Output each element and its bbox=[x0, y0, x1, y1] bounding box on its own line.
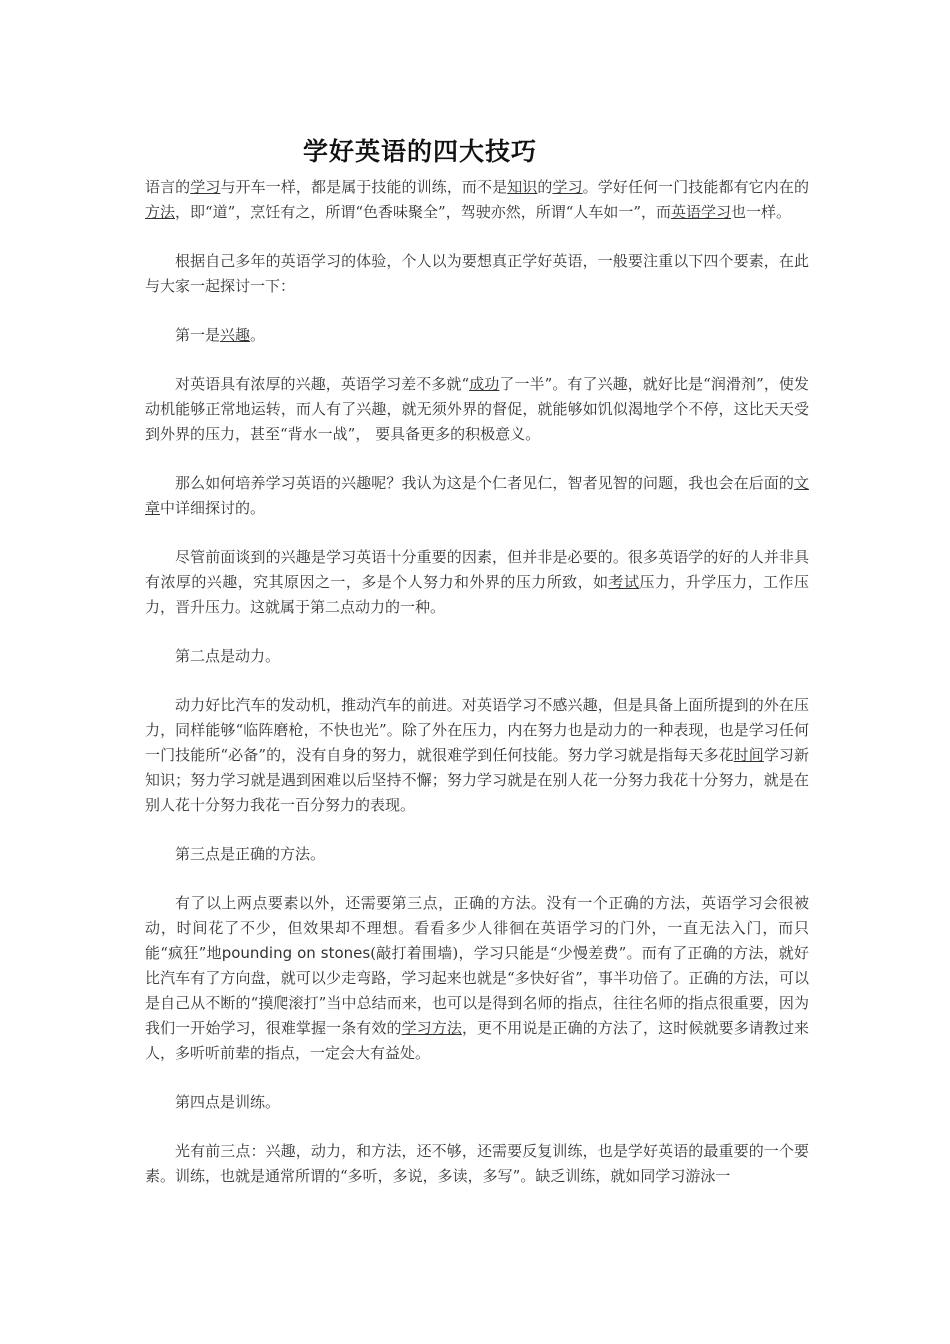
text-run: 有了以上两点要素以外，还需要第三点，正确的方法。没有一个正确的方法，英语学习会很被动，时间花了不少，但效果却不理想。看看多少人徘徊在英语学习的门外，一直无法入门，而只能“疯狂”地 bbox=[145, 894, 809, 962]
paragraph-pressure bbox=[145, 545, 809, 620]
text-run: ，更不用说是正确的方法了，这时候就要多请教过来人，多听听前辈的指点，一定会大有益处。 bbox=[145, 1019, 809, 1062]
text-run: (敲打着围墙)，学习只能是“少慢差费”。而有了正确的方法，就好比汽车有了方向盘，就可以少走弯路，学习起来也就是“多快好省”，事半功倍了。正确的方法，可以是自己从不断的“摸爬滚打”当中总结而来，也可以是得到名师的指点，往往名师的指点很重要，因为我们一开始学习，很难掌握一条有效的 bbox=[145, 944, 809, 1037]
text-run: 尽管前面谈到的兴趣是学习英语十分重要的因素，但并非是必要的。很多英语学的好的人并非具有浓厚的兴趣，究其原因之一，多是个人努力和外界的压力所致，如 bbox=[145, 548, 809, 591]
link-xuexi[interactable]: 学习 bbox=[190, 178, 221, 196]
paragraph-cultivate-interest bbox=[145, 471, 809, 521]
link-wenzhang[interactable]: 文章 bbox=[145, 474, 809, 517]
heading-point-three: 第三点是正确的方法。 bbox=[175, 845, 326, 863]
link-xuexi-2[interactable]: 学习 bbox=[552, 178, 583, 196]
text-run: 学习新知识；努力学习就是遇到困难以后坚持不懈；努力学习就是在别人花一分努力我花十分努力，就是在别人花十分努力我花一百分努力的表现。 bbox=[145, 746, 809, 814]
text-run: 中详细探讨的。 bbox=[160, 499, 266, 517]
link-xuexi-fangfa[interactable]: 学习方法 bbox=[401, 1019, 462, 1037]
text-run: 的 bbox=[537, 178, 553, 196]
paragraph-training: 光有前三点：兴趣，动力，和方法，还不够，还需要反复训练，也是学好英语的最重要的一个要素。训练，也就是通常所谓的“多听，多说，多读，多写”。缺乏训练，就如同学习游泳一 bbox=[145, 1142, 809, 1185]
paragraph-interest bbox=[145, 372, 809, 447]
english-phrase: pounding on stones bbox=[221, 944, 371, 962]
paragraph-experience: 根据自己多年的英语学习的体验，个人以为要想真正学好英语，一般要注重以下四个要素，在此与大家一起探讨一下： bbox=[145, 252, 809, 295]
link-yingyu-xuexi[interactable]: 英语学习 bbox=[671, 203, 732, 221]
paragraph-method bbox=[145, 891, 809, 1066]
link-zhishi[interactable]: 知识 bbox=[507, 178, 538, 196]
paragraph-motivation bbox=[145, 693, 809, 818]
text-run: 与开车一样，都是属于技能的训练，而不是 bbox=[220, 178, 508, 196]
document-title: 学好英语的四大技巧 bbox=[302, 137, 537, 166]
paragraph-intro bbox=[145, 175, 809, 225]
text-run: 压力，升学压力，工作压力，晋升压力。这就属于第二点动力的一种。 bbox=[145, 573, 809, 616]
link-xingqu[interactable]: 兴趣 bbox=[220, 326, 251, 344]
text-run: 那么如何培养学习英语的兴趣呢？我认为这是个仁者见仁，智者见智的问题，我也会在后面的 bbox=[175, 474, 794, 492]
text-run: 了一半”。有了兴趣，就好比是“润滑剂”，使发动机能够正常地运转，而人有了兴趣，就无须外界的督促，就能够如饥似渴地学个不停，这比天天受到外界的压力，甚至“背水一战”， 要具备更多的积极意义。 bbox=[145, 375, 809, 443]
text-run: 。 bbox=[250, 326, 266, 344]
text-run: 语言的 bbox=[145, 178, 191, 196]
text-run: ，即“道”，烹饪有之，所谓“色香味聚全”，驾驶亦然，所谓“人车如一”，而 bbox=[175, 203, 672, 221]
link-chenggong[interactable]: 成功 bbox=[469, 375, 500, 393]
heading-point-four: 第四点是训练。 bbox=[175, 1093, 281, 1111]
link-kaoshi[interactable]: 考试 bbox=[608, 573, 640, 591]
link-fangfa[interactable]: 方法 bbox=[145, 203, 176, 221]
text-run: 也一样。 bbox=[731, 203, 792, 221]
text-run: 第一是 bbox=[175, 326, 221, 344]
heading-point-two: 第二点是动力。 bbox=[175, 647, 281, 665]
document-body bbox=[145, 175, 809, 1213]
text-run: 对英语具有浓厚的兴趣，英语学习差不多就“ bbox=[175, 375, 470, 393]
text-run: 动力好比汽车的发动机，推动汽车的前进。对英语学习不感兴趣，但是具备上面所提到的外在压力，同样能够“临阵磨枪，不快也光”。除了外在压力，内在努力也是动力的一种表现，也是学习任何一门技能所“必备”的，没有自身的努力，就很难学到任何技能。努力学习就是指每天多花 bbox=[145, 696, 809, 764]
heading-point-one bbox=[145, 323, 809, 348]
link-shijian[interactable]: 时间 bbox=[733, 746, 764, 764]
text-run: 。学好任何一门技能都有它内在的 bbox=[582, 178, 809, 196]
